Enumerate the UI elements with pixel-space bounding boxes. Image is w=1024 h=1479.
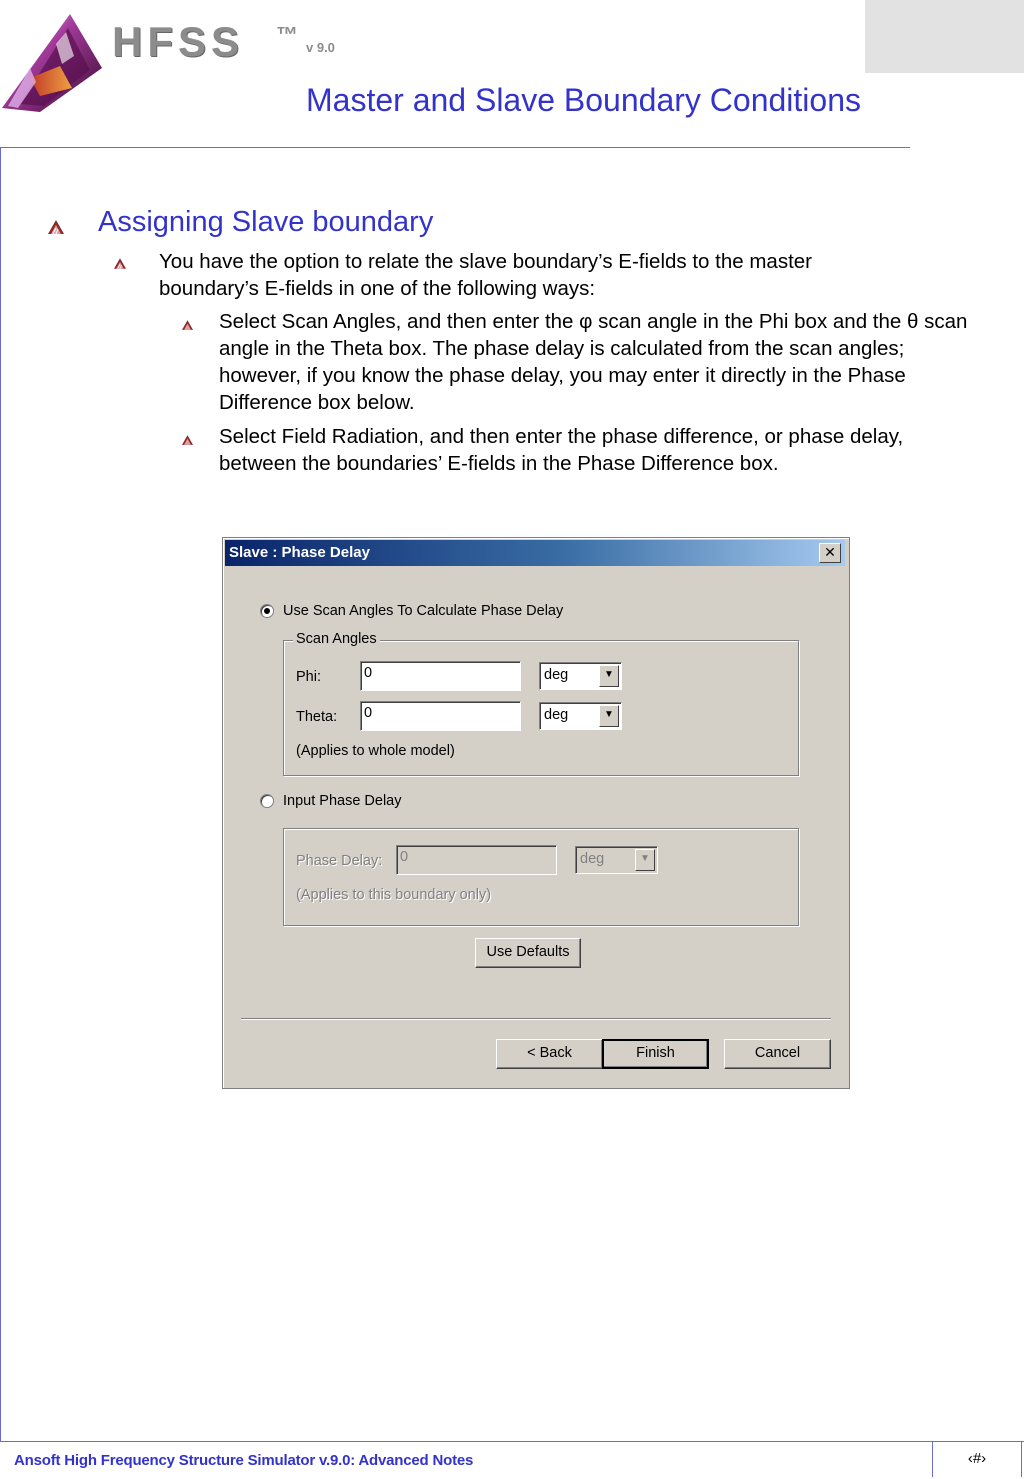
phase-delay-input[interactable]: 0 bbox=[396, 845, 557, 875]
radio-selected-dot bbox=[264, 608, 270, 614]
hfss-logo-text: HFSS bbox=[112, 18, 245, 65]
finish-button[interactable]: Finish bbox=[602, 1039, 709, 1069]
page-title: Master and Slave Boundary Conditions bbox=[306, 82, 861, 118]
footer-divider bbox=[0, 1441, 1024, 1442]
list-item: Select Scan Angles, and then enter the φ scan angle in the Phi box and the θ scan angle in the Theta box. The phase delay is calculated from the scan angles; however, if you know the phase delay, you may enter it directly in the Phase Difference box below. bbox=[219, 310, 968, 414]
scan-angles-radio[interactable] bbox=[260, 604, 274, 618]
back-button[interactable]: < Back bbox=[496, 1039, 603, 1069]
chevron-down-icon[interactable]: ▼ bbox=[599, 705, 619, 727]
cancel-button[interactable]: Cancel bbox=[724, 1039, 831, 1069]
bullet-icon bbox=[114, 256, 126, 267]
page-number: ‹#› bbox=[967, 1450, 987, 1467]
scan-note: (Applies to whole model) bbox=[296, 743, 455, 759]
theta-label: Theta: bbox=[296, 709, 338, 725]
phase-delay-group bbox=[283, 828, 799, 926]
list-item: Select Field Radiation, and then enter the phase difference, or phase delay, between the boundaries’ E-fields in the Phase Difference box. bbox=[219, 425, 904, 475]
title-divider bbox=[0, 147, 910, 148]
left-border bbox=[0, 147, 1, 1441]
phase-delay-unit-select[interactable] bbox=[575, 846, 658, 874]
close-button[interactable]: ✕ bbox=[819, 543, 841, 563]
theta-unit-value: deg bbox=[544, 707, 569, 723]
trademark-mark: ™ bbox=[276, 22, 298, 47]
theta-input[interactable]: 0 bbox=[360, 701, 521, 731]
bullet-icon bbox=[182, 432, 193, 442]
dialog-title: Slave : Phase Delay bbox=[229, 544, 370, 561]
chevron-down-icon[interactable]: ▼ bbox=[635, 849, 655, 871]
input-phase-delay-radio[interactable] bbox=[260, 794, 274, 808]
theta-unit-select[interactable] bbox=[539, 702, 622, 730]
phase-delay-unit-value: deg bbox=[580, 851, 605, 867]
bullet-icon bbox=[182, 317, 193, 327]
footer-text: Ansoft High Frequency Structure Simulator v.9.0: Advanced Notes bbox=[14, 1452, 474, 1469]
intro-paragraph: You have the option to relate the slave boundary’s E-fields to the master boundary’s E-fields in one of the following ways: bbox=[159, 250, 812, 300]
logo-version: v 9.0 bbox=[306, 40, 335, 55]
hfss-logo-graphic bbox=[0, 8, 110, 116]
section-heading: Assigning Slave boundary bbox=[98, 206, 434, 238]
scan-angles-group-label: Scan Angles bbox=[293, 631, 380, 647]
phi-input[interactable]: 0 bbox=[360, 661, 521, 691]
chevron-down-icon[interactable]: ▼ bbox=[599, 665, 619, 687]
bullet-icon bbox=[48, 220, 64, 234]
slave-phase-delay-dialog bbox=[222, 537, 850, 1089]
dialog-separator bbox=[241, 1018, 831, 1020]
phase-delay-label: Phase Delay: bbox=[296, 853, 383, 869]
phase-note: (Applies to this boundary only) bbox=[296, 887, 492, 903]
phi-unit-select[interactable] bbox=[539, 662, 622, 690]
use-defaults-button[interactable]: Use Defaults bbox=[475, 938, 581, 968]
phi-label: Phi: bbox=[296, 669, 321, 685]
phi-unit-value: deg bbox=[544, 667, 569, 683]
header-corner-box bbox=[865, 0, 1024, 73]
dialog-titlebar[interactable] bbox=[225, 540, 845, 566]
input-phase-delay-option-label[interactable]: Input Phase Delay bbox=[283, 793, 402, 809]
scan-angles-option-label[interactable]: Use Scan Angles To Calculate Phase Delay bbox=[283, 603, 564, 619]
